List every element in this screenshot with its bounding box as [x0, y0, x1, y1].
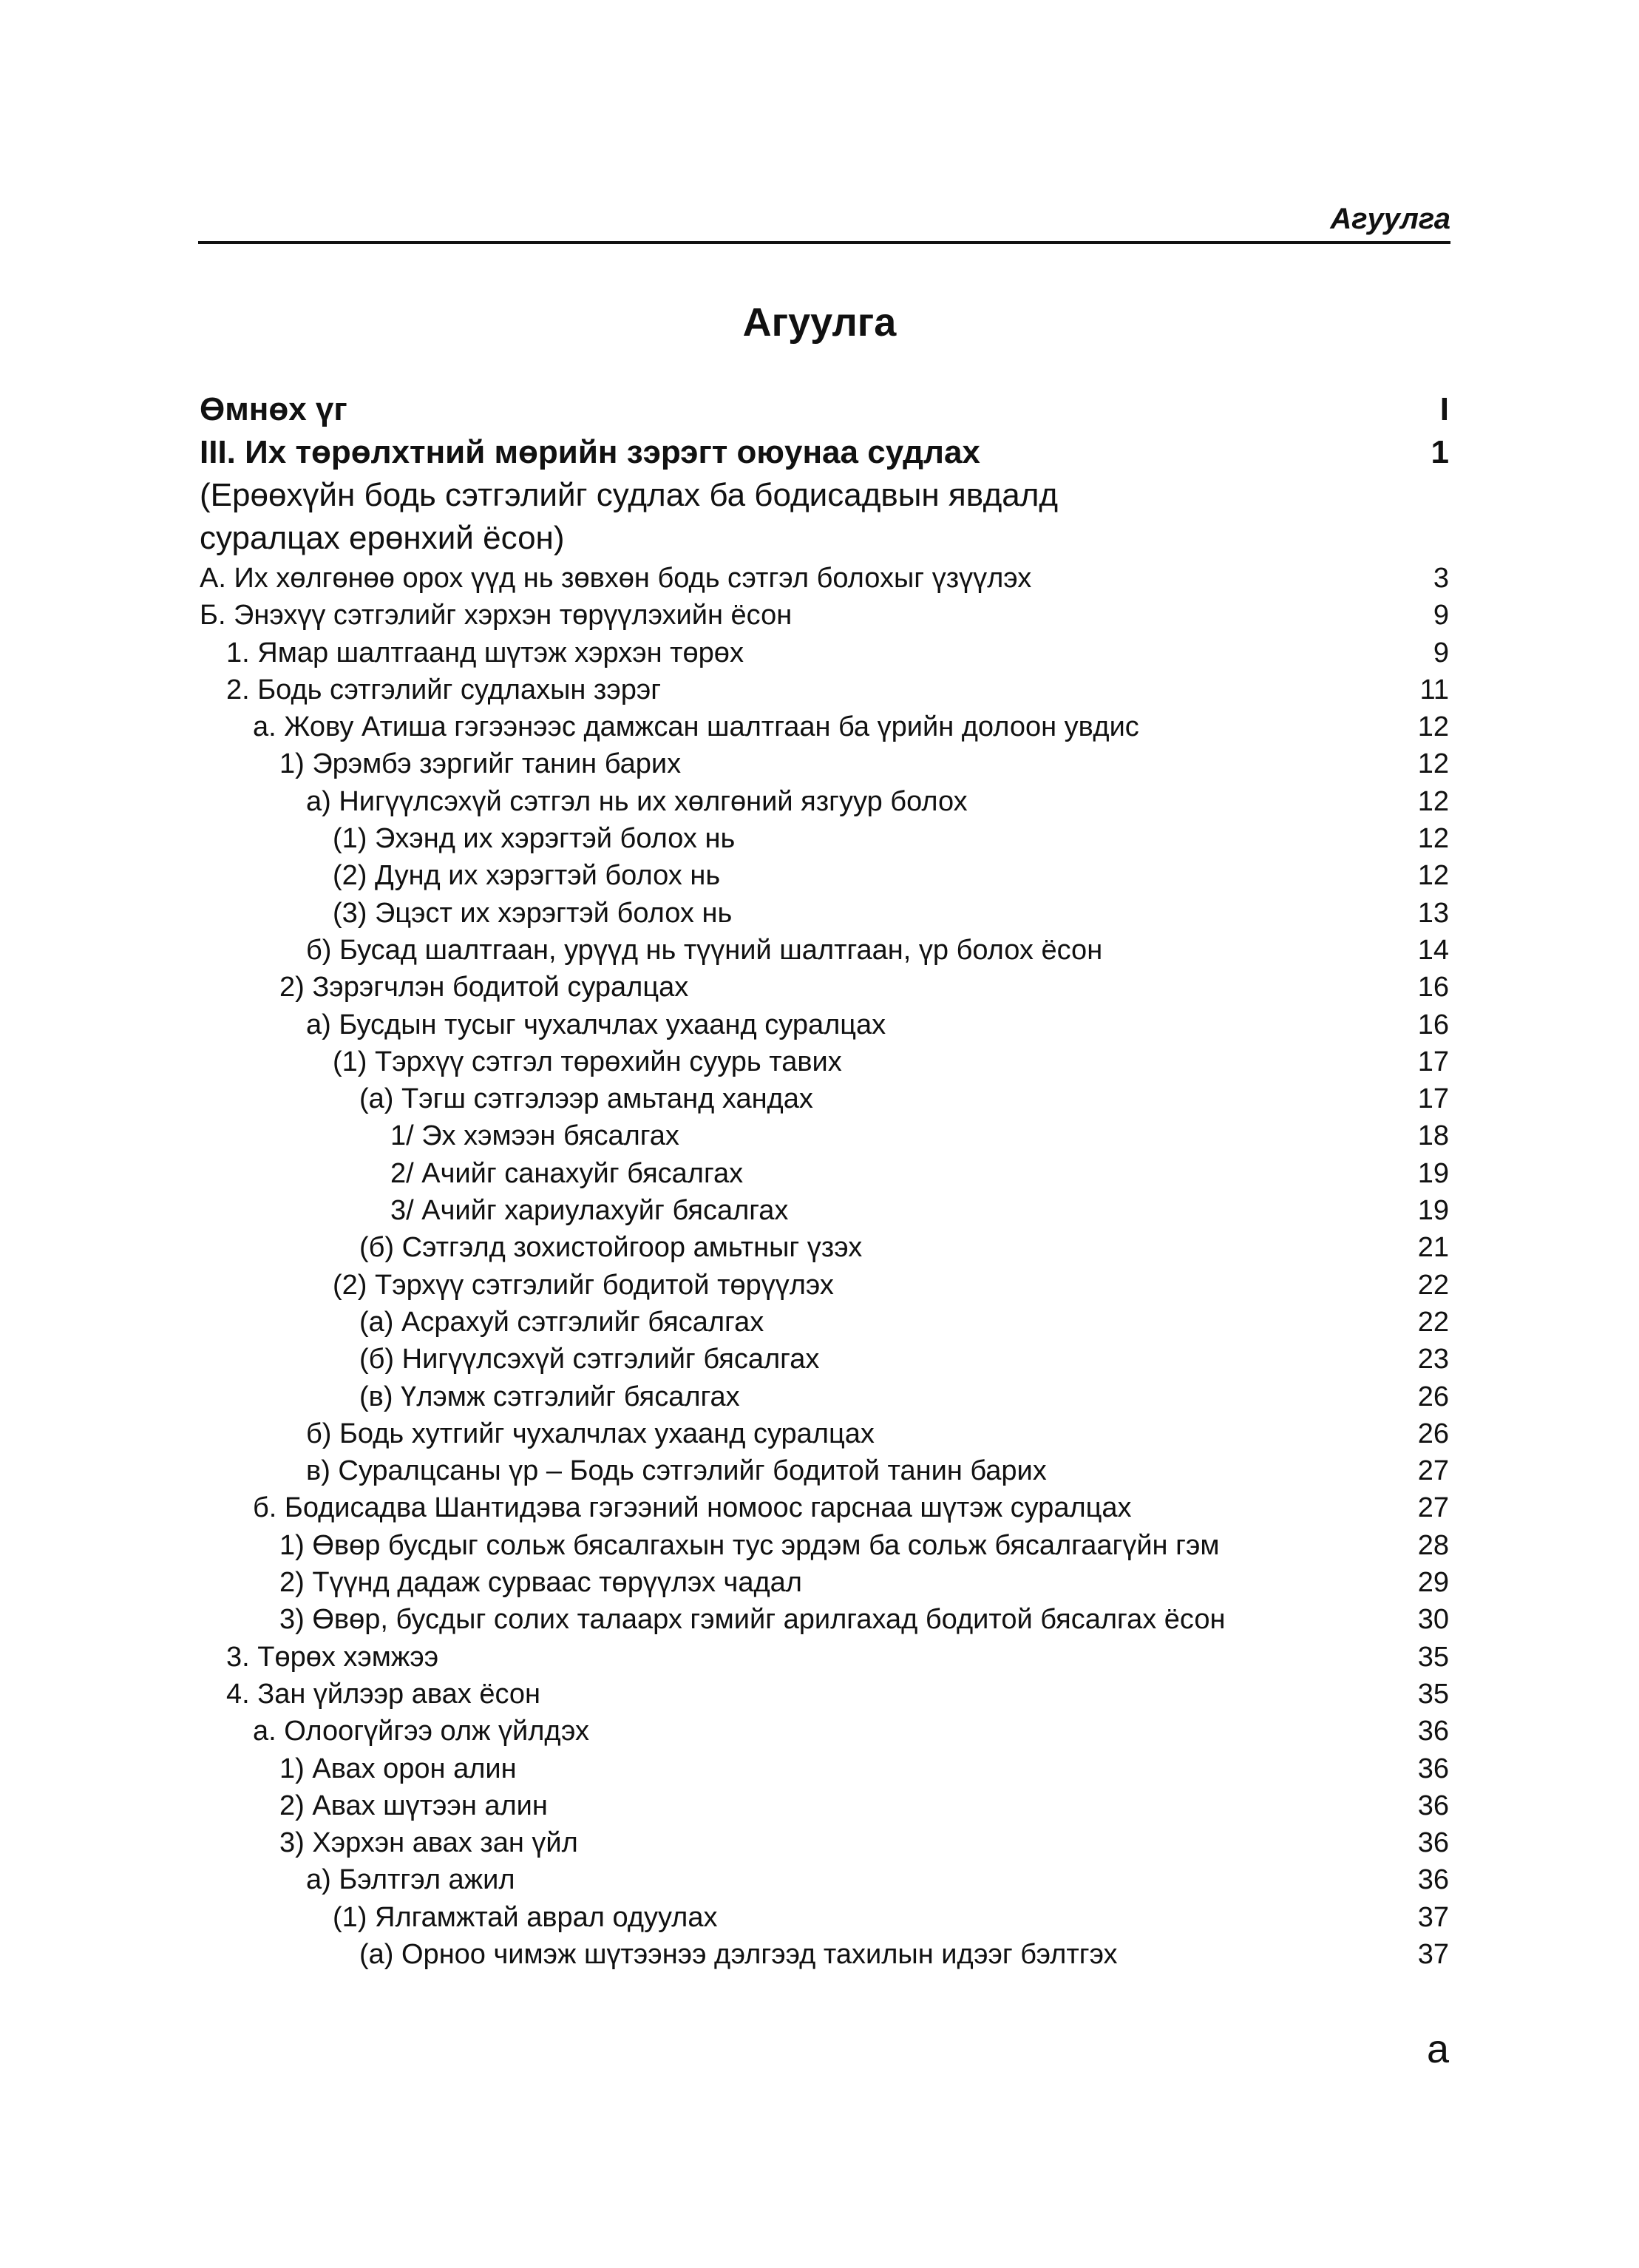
toc-entry-text: 2) Авах шүтээн алин: [279, 1790, 548, 1821]
toc-entry-text: 3. Төрөх хэмжээ: [226, 1641, 439, 1673]
toc-entry-text: а) Бусдын тусыг чухалчлах ухаанд суралцах: [306, 1009, 886, 1040]
toc-entry-page: 12: [1417, 860, 1449, 892]
toc-entry-text: 2/ Ачийг санахуйг бясалгах: [390, 1157, 744, 1189]
toc-entry: [200, 597, 1449, 634]
toc-entry-text: 2) Зэрэгчлэн бодитой суралцах: [279, 972, 689, 1003]
toc-entry-page: 23: [1417, 1344, 1449, 1375]
toc-entry-text: 3/ Ачийг хариулахуйг бясалгах: [390, 1195, 789, 1227]
toc-entry-page: 3: [1433, 563, 1449, 594]
toc-entry-text: 2. Бодь сэтгэлийг судлахын зэрэг: [226, 674, 662, 705]
toc-entry: [200, 1341, 1449, 1378]
toc-entry-text: б) Бодь хутгийг чухалчлах ухаанд суралцах: [306, 1418, 875, 1449]
toc-entry: [200, 1936, 1449, 1973]
toc-entry-text: (Ерөөхүйн бодь сэтгэлийг судлах ба бодисадвын явдалд: [200, 477, 1059, 513]
toc-entry-page: 36: [1417, 1864, 1449, 1896]
toc-entry: [200, 932, 1449, 969]
toc-entry-page: 35: [1417, 1678, 1449, 1710]
toc-entry-page: 19: [1417, 1195, 1449, 1227]
toc-entry-text: (а) Асрахуй сэтгэлийг бясалгах: [359, 1306, 764, 1338]
toc-entry-page: 35: [1417, 1641, 1449, 1673]
toc-entry: [200, 745, 1449, 782]
toc-entry-text: 3) Өвөр, бусдыг солих талаарх гэмийг арилгахад бодитой бясалгах ёсон: [279, 1604, 1226, 1636]
toc-entry: [200, 474, 1449, 517]
toc-entry-page: 22: [1417, 1306, 1449, 1338]
running-header: [198, 194, 1450, 244]
toc-entry: [200, 1861, 1449, 1898]
toc-entry: [200, 1415, 1449, 1452]
toc-entry: [200, 969, 1449, 1006]
toc-entry-text: 2) Түүнд дадаж сурвааc төрүүлэх чадал: [279, 1567, 802, 1599]
toc-entry-page: 30: [1417, 1604, 1449, 1636]
toc-entry-page: 16: [1417, 972, 1449, 1003]
toc-entry-text: а) Бэлтгэл ажил: [306, 1864, 515, 1896]
toc-entry-page: 9: [1433, 600, 1449, 632]
toc-entry-text: (2) Дунд их хэрэгтэй болох нь: [333, 860, 721, 892]
page-title: Агуулга: [742, 300, 897, 345]
toc-entry-page: 36: [1417, 1716, 1449, 1747]
toc-entry-page: 17: [1417, 1083, 1449, 1115]
toc-entry: [200, 1750, 1449, 1787]
toc-entry: [200, 1527, 1449, 1564]
table-of-contents: [200, 388, 1449, 1973]
toc-entry-page: 37: [1417, 1901, 1449, 1933]
toc-entry: [200, 388, 1449, 431]
toc-entry-page: 26: [1417, 1418, 1449, 1449]
toc-entry: [200, 1899, 1449, 1936]
toc-entry-text: а. Жову Атиша гэгээнээс дамжсан шалтгаан ба үрийн долоон увдис: [253, 711, 1139, 743]
toc-entry-text: (б) Нигүүлсэхүй сэтгэлийг бясалгах: [359, 1344, 820, 1375]
toc-entry-page: 37: [1417, 1938, 1449, 1970]
toc-entry-text: (3) Эцэст их хэрэгтэй болох нь: [333, 897, 733, 929]
toc-entry: [200, 1601, 1449, 1638]
toc-entry-text: 1) Эрэмбэ зэргийг танин барих: [279, 748, 682, 780]
toc-entry: [200, 1452, 1449, 1489]
toc-entry-text: (а) Орноо чимэж шүтээнээ дэлгээд тахилын идээг бэлтгэх: [359, 1938, 1118, 1970]
toc-entry: [200, 820, 1449, 857]
toc-entry-page: 11: [1419, 674, 1449, 705]
toc-entry-page: 19: [1417, 1157, 1449, 1189]
toc-entry-page: 14: [1417, 934, 1449, 966]
toc-entry-text: (1) Тэрхүү сэтгэл төрөхийн суурь тавих: [333, 1046, 842, 1077]
toc-entry-text: III. Их төрөлхтний мөрийн зэрэгт оюунаа судлах: [200, 434, 980, 470]
toc-entry: [200, 1043, 1449, 1080]
toc-entry-page: 28: [1417, 1529, 1449, 1561]
toc-entry-page: 9: [1433, 637, 1449, 668]
toc-entry-page: 18: [1417, 1120, 1449, 1152]
toc-entry-text: 3) Хэрхэн авах зан үйл: [279, 1827, 578, 1859]
toc-entry-text: б) Бусад шалтгаан, урүүд нь түүний шалтгаан, үр болох ёсон: [306, 934, 1103, 966]
toc-entry-text: A. Их хөлгөнөө орох үүд нь зөвхөн бодь сэтгэл болохыг үзүүлэх: [200, 563, 1032, 594]
toc-entry: [200, 1117, 1449, 1154]
toc-entry: [200, 517, 1449, 560]
toc-entry-page: 29: [1417, 1567, 1449, 1599]
toc-entry-text: (1) Эхэнд их хэрэгтэй болох нь: [333, 823, 736, 855]
toc-entry: [200, 431, 1449, 474]
toc-entry-page: 13: [1417, 897, 1449, 929]
toc-entry-page: 36: [1417, 1753, 1449, 1784]
toc-entry: [200, 1155, 1449, 1192]
toc-entry-page: 27: [1417, 1492, 1449, 1524]
toc-entry: [200, 1080, 1449, 1117]
toc-entry-text: а) Нигүүлсэхүй сэтгэл нь их хөлгөний язгуур болох: [306, 785, 968, 817]
toc-entry-page: 36: [1417, 1790, 1449, 1821]
toc-entry: [200, 1564, 1449, 1601]
toc-entry: [200, 1192, 1449, 1229]
toc-entry-page: 12: [1417, 748, 1449, 780]
toc-entry-text: (б) Сэтгэлд зохистойгоор амьтныг үзэх: [359, 1232, 863, 1264]
toc-entry: [200, 1713, 1449, 1750]
page-number: a: [1427, 2027, 1450, 2071]
toc-entry-text: в) Суралцсаны үр – Бодь сэтгэлийг бодитой танин барих: [306, 1455, 1047, 1487]
toc-entry-page: 22: [1417, 1269, 1449, 1301]
toc-entry-page: 21: [1417, 1232, 1449, 1264]
toc-entry-page: 36: [1417, 1827, 1449, 1859]
toc-entry: [200, 783, 1449, 820]
toc-entry: [200, 1378, 1449, 1415]
toc-entry-text: (в) Үлэмж сэтгэлийг бясалгах: [359, 1381, 740, 1412]
toc-entry-page: 17: [1417, 1046, 1449, 1077]
running-title: Агуулга: [1330, 203, 1450, 235]
toc-entry-text: (2) Тэрхүү сэтгэлийг бодитой төрүүлэх: [333, 1269, 834, 1301]
toc-entry-page: 12: [1417, 823, 1449, 855]
toc-entry: [200, 1824, 1449, 1861]
toc-entry: [200, 1006, 1449, 1043]
toc-entry-page: I: [1439, 391, 1449, 427]
toc-entry: [200, 1676, 1449, 1713]
toc-entry-text: Б. Энэхүү сэтгэлийг хэрхэн төрүүлэхийн ёсон: [200, 600, 793, 632]
toc-entry: [200, 1304, 1449, 1341]
toc-entry: [200, 560, 1449, 597]
toc-entry-page: 27: [1417, 1455, 1449, 1487]
toc-entry-page: 12: [1417, 711, 1449, 743]
toc-entry: [200, 1267, 1449, 1304]
toc-entry: [200, 1787, 1449, 1824]
toc-entry-text: (а) Тэгш сэтгэлээр амьтанд хандах: [359, 1083, 813, 1115]
toc-entry-page: 26: [1417, 1381, 1449, 1412]
toc-entry-page: 16: [1417, 1009, 1449, 1040]
toc-entry-text: 4. Зан үйлээр авах ёсон: [226, 1678, 541, 1710]
toc-entry-text: а. Олоогүйгээ олж үйлдэх: [253, 1716, 589, 1747]
toc-entry: [200, 857, 1449, 894]
toc-entry-text: 1) Өвөр бусдыг сольж бясалгахын тус эрдэм ба сольж бясалгаагүйн гэм: [279, 1529, 1220, 1561]
toc-entry: [200, 895, 1449, 932]
toc-entry-page: 1: [1431, 434, 1449, 470]
toc-entry: [200, 708, 1449, 745]
toc-entry: [200, 1639, 1449, 1676]
toc-entry: [200, 671, 1449, 708]
toc-entry-text: суралцах ерөнхий ёсон): [200, 520, 565, 556]
toc-entry: [200, 1229, 1449, 1266]
toc-entry-text: 1. Ямар шалтгаанд шүтэж хэрхэн төрөх: [226, 637, 744, 668]
toc-entry-text: (1) Ялгамжтай аврал одуулах: [333, 1901, 718, 1933]
toc-entry: [200, 634, 1449, 671]
toc-entry-text: 1/ Эх хэмээн бясалгах: [390, 1120, 679, 1152]
toc-entry-text: б. Бодисадва Шантидэва гэгээний номоос гарснаа шүтэж суралцах: [253, 1492, 1132, 1524]
toc-entry-text: 1) Авах орон алин: [279, 1753, 517, 1784]
toc-entry-page: 12: [1417, 785, 1449, 817]
toc-entry-text: Өмнөх үг: [200, 391, 347, 427]
toc-entry: [200, 1489, 1449, 1526]
